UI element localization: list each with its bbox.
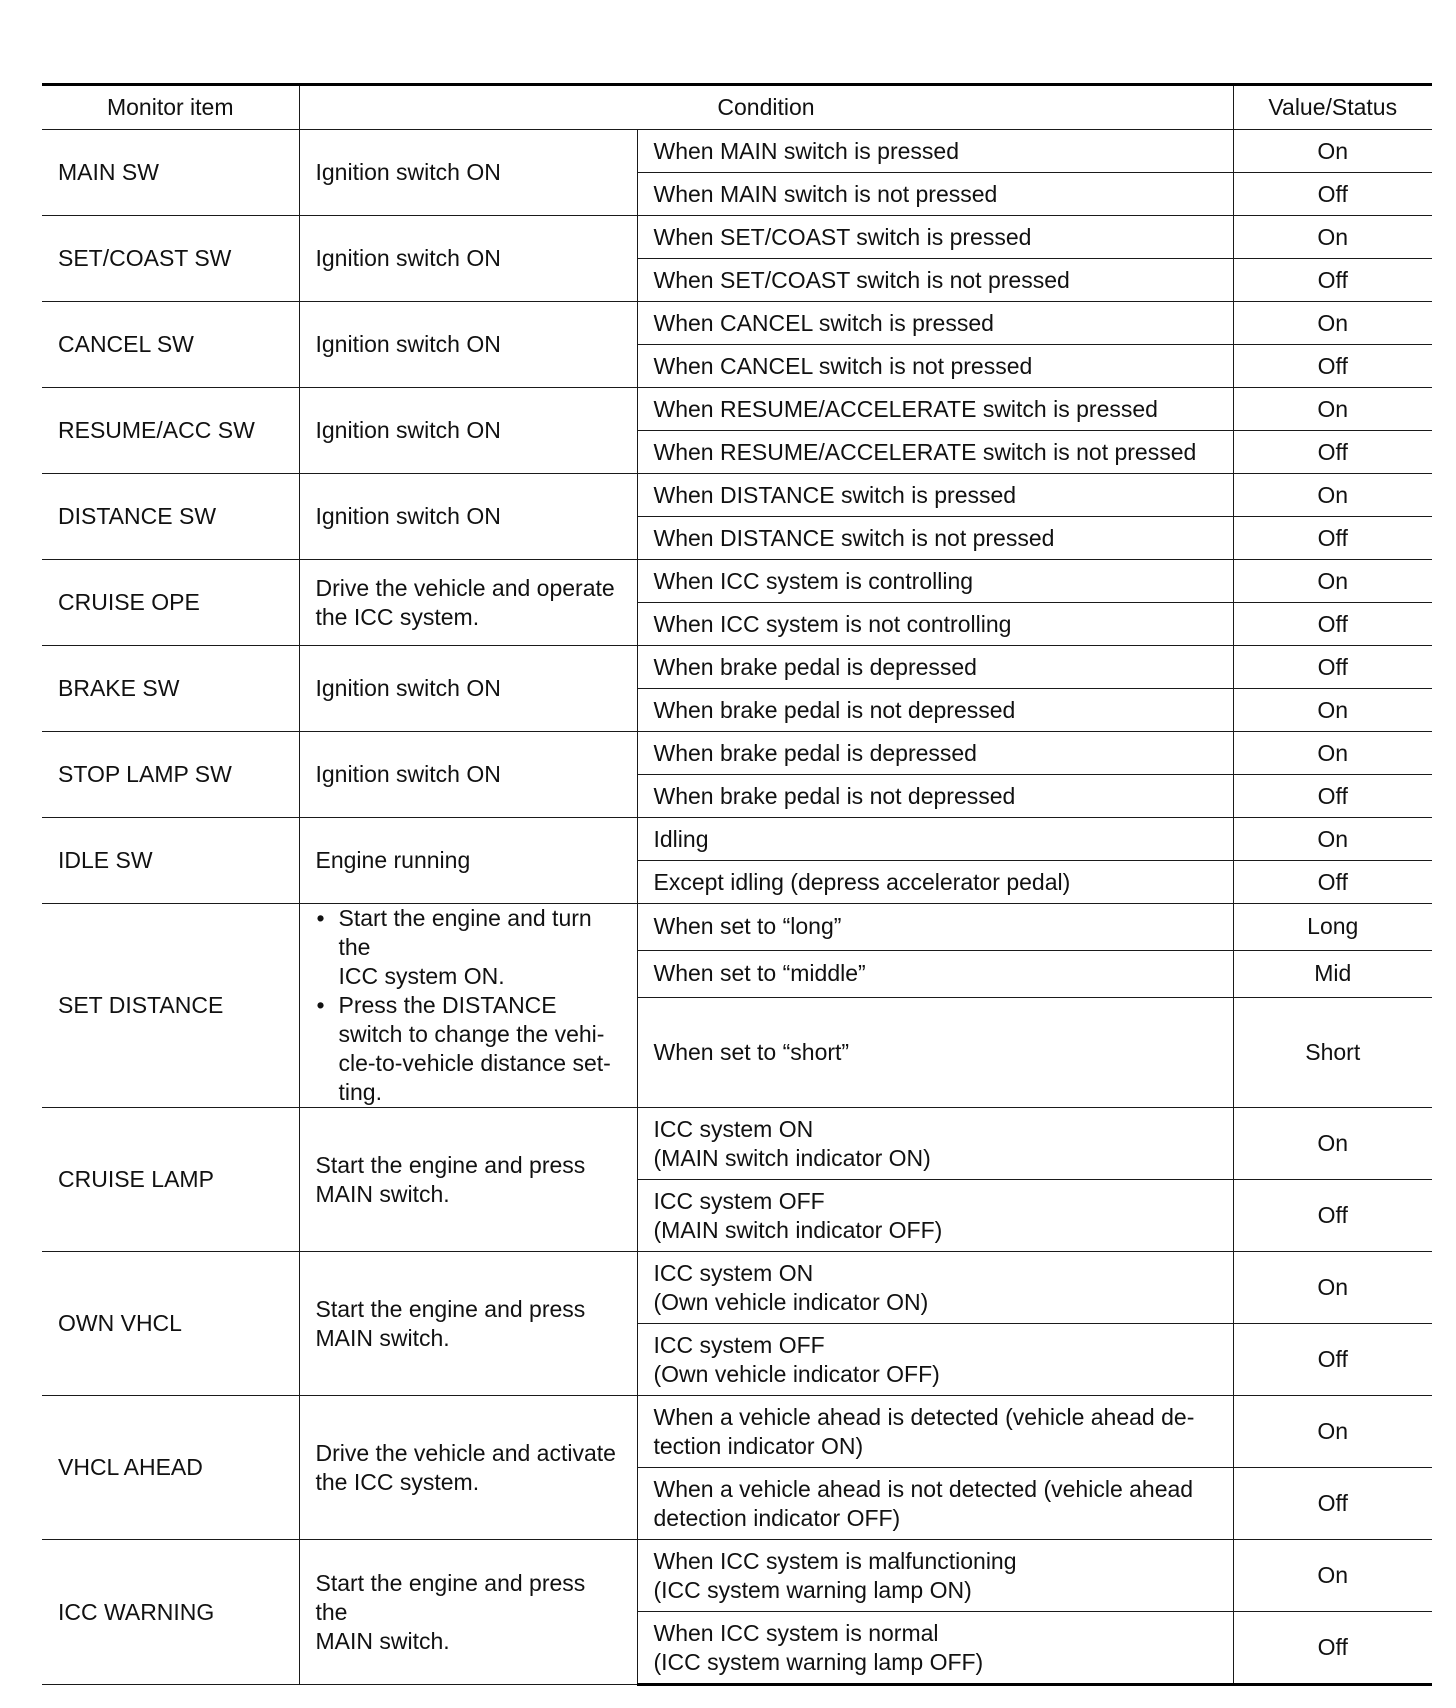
monitor-item-own-vhcl: OWN VHCL (42, 1252, 299, 1396)
text-line: Except idling (depress accelerator pedal) (653, 868, 1071, 895)
text-line: Start the engine and press the (315, 1569, 586, 1625)
table-row (42, 302, 1432, 345)
text-line: MAIN switch. (315, 1180, 450, 1207)
value-status: On (1233, 216, 1432, 259)
table-row (42, 646, 1432, 689)
text-line: detection indicator OFF) (653, 1504, 901, 1531)
value-status: Off (1233, 517, 1432, 560)
text-line: Idling (653, 825, 709, 852)
condition-bullet-list (316, 904, 621, 1107)
text-line: (MAIN switch indicator OFF) (653, 1216, 943, 1243)
table-row (42, 1108, 1432, 1180)
text-line: When brake pedal is not depressed (653, 782, 1016, 809)
sub-condition (637, 517, 1233, 560)
text-line: When MAIN switch is pressed (653, 137, 959, 164)
monitor-item-cancel-sw: CANCEL SW (42, 302, 299, 388)
text-line: When ICC system is not controlling (653, 610, 1012, 637)
condition-idle-sw (299, 818, 637, 904)
value-status: Mid (1233, 950, 1432, 997)
table-row (42, 1252, 1432, 1324)
condition-cruise-lamp (299, 1108, 637, 1252)
text-line: When brake pedal is depressed (653, 739, 977, 766)
sub-condition (637, 431, 1233, 474)
sub-condition (637, 603, 1233, 646)
header-monitor-item: Monitor item (42, 85, 299, 130)
condition-set-distance (299, 904, 637, 1108)
header-value-status: Value/Status (1233, 85, 1432, 130)
value-status: Off (1233, 431, 1432, 474)
text-line: switch to change the vehi- (338, 1021, 605, 1047)
value-status: Off (1233, 1324, 1432, 1396)
text-line: Start the engine and press (315, 1151, 586, 1178)
table-row (42, 732, 1432, 775)
sub-condition (637, 997, 1233, 1107)
sub-condition (637, 345, 1233, 388)
sub-condition (637, 732, 1233, 775)
value-status: On (1233, 130, 1432, 173)
value-status: Off (1233, 173, 1432, 216)
value-status: On (1233, 1396, 1432, 1468)
text-line: Ignition switch ON (315, 331, 501, 357)
sub-condition (637, 1396, 1233, 1468)
table-body (42, 130, 1432, 1685)
table-row (42, 130, 1432, 173)
value-status: Off (1233, 1180, 1432, 1252)
sub-condition (637, 1324, 1233, 1396)
value-status: Short (1233, 997, 1432, 1107)
sub-condition (637, 259, 1233, 302)
text-line: When DISTANCE switch is pressed (653, 481, 1017, 508)
text-line: Drive the vehicle and operate (315, 574, 615, 601)
value-status: Off (1233, 603, 1432, 646)
value-status: Off (1233, 775, 1432, 818)
value-status: Off (1233, 1612, 1432, 1685)
table-row (42, 904, 1432, 951)
text-line: ICC system ON (653, 1115, 814, 1142)
text-line: When set to “short” (653, 1038, 850, 1065)
table-row (42, 1396, 1432, 1468)
condition-main-sw (299, 130, 637, 216)
text-line: (MAIN switch indicator ON) (653, 1144, 931, 1171)
sub-condition (637, 950, 1233, 997)
text-line: • Press the DISTANCE (338, 992, 557, 1018)
condition-stop-lamp-sw (299, 732, 637, 818)
text-line: When DISTANCE switch is not pressed (653, 524, 1055, 551)
table-row (42, 388, 1432, 431)
sub-condition (637, 302, 1233, 345)
text-line: cle-to-vehicle distance set- (338, 1050, 611, 1076)
value-status: On (1233, 560, 1432, 603)
text-line: the ICC system. (315, 1468, 480, 1495)
monitor-item-stop-lamp-sw: STOP LAMP SW (42, 732, 299, 818)
monitor-item-cruise-ope: CRUISE OPE (42, 560, 299, 646)
text-line: When a vehicle ahead is detected (vehicle ahead de- (653, 1403, 1195, 1430)
text-line: When set to “middle” (653, 960, 866, 987)
text-line: Ignition switch ON (315, 503, 501, 529)
text-line: ICC system ON (653, 1259, 814, 1286)
condition-cruise-ope (299, 560, 637, 646)
text-line: Drive the vehicle and activate (315, 1439, 616, 1466)
value-status: On (1233, 302, 1432, 345)
sub-condition (637, 904, 1233, 951)
monitor-item-main-sw: MAIN SW (42, 130, 299, 216)
monitor-item-vhcl-ahead: VHCL AHEAD (42, 1396, 299, 1540)
text-line: MAIN switch. (315, 1627, 450, 1654)
text-line: • Start the engine and turn the (338, 905, 592, 960)
sub-condition (637, 861, 1233, 904)
text-line: When MAIN switch is not pressed (653, 180, 998, 207)
value-status: On (1233, 1540, 1432, 1612)
sub-condition (637, 173, 1233, 216)
text-line: When CANCEL switch is not pressed (653, 352, 1033, 379)
text-line: Ignition switch ON (315, 417, 501, 443)
header-row (42, 85, 1432, 130)
value-status: On (1233, 689, 1432, 732)
table-row (42, 216, 1432, 259)
text-line: When brake pedal is depressed (653, 653, 977, 680)
monitor-item-cruise-lamp: CRUISE LAMP (42, 1108, 299, 1252)
condition-own-vhcl (299, 1252, 637, 1396)
sub-condition (637, 1540, 1233, 1612)
value-status: Off (1233, 1468, 1432, 1540)
text-line: Ignition switch ON (315, 159, 501, 185)
table-row (42, 1540, 1432, 1612)
monitor-item-icc-warning: ICC WARNING (42, 1540, 299, 1685)
table-row (42, 818, 1432, 861)
text-line: (Own vehicle indicator ON) (653, 1288, 929, 1315)
value-status: On (1233, 388, 1432, 431)
value-status: On (1233, 474, 1432, 517)
text-line: tection indicator ON) (653, 1432, 864, 1459)
text-line: Ignition switch ON (315, 245, 501, 271)
table-row (42, 560, 1432, 603)
text-line: (ICC system warning lamp OFF) (653, 1648, 984, 1675)
text-line: When RESUME/ACCELERATE switch is pressed (653, 395, 1158, 422)
monitor-item-idle-sw: IDLE SW (42, 818, 299, 904)
text-line: When RESUME/ACCELERATE switch is not pressed (653, 438, 1197, 465)
value-status: On (1233, 1108, 1432, 1180)
value-status: Off (1233, 259, 1432, 302)
text-line: Ignition switch ON (315, 761, 501, 787)
text-line: ICC system ON. (338, 963, 505, 989)
monitor-item-brake-sw: BRAKE SW (42, 646, 299, 732)
condition-distance-sw (299, 474, 637, 560)
text-line: When SET/COAST switch is pressed (653, 223, 1032, 250)
text-line: When a vehicle ahead is not detected (vehicle ahead (653, 1475, 1194, 1502)
text-line: (ICC system warning lamp ON) (653, 1576, 972, 1603)
sub-condition (637, 1252, 1233, 1324)
table-row (42, 474, 1432, 517)
value-status: Off (1233, 646, 1432, 689)
monitor-item-table (42, 83, 1432, 1686)
condition-resume-acc-sw (299, 388, 637, 474)
header-condition: Condition (299, 85, 1233, 130)
sub-condition (637, 1180, 1233, 1252)
sub-condition (637, 1108, 1233, 1180)
monitor-item-set-distance: SET DISTANCE (42, 904, 299, 1108)
text-line: When ICC system is controlling (653, 567, 974, 594)
text-line: Start the engine and press (315, 1295, 586, 1322)
text-line: When SET/COAST switch is not pressed (653, 266, 1070, 293)
sub-condition (637, 818, 1233, 861)
text-line: ting. (338, 1079, 382, 1105)
sub-condition (637, 1468, 1233, 1540)
sub-condition (637, 646, 1233, 689)
condition-icc-warning (299, 1540, 637, 1685)
sub-condition (637, 689, 1233, 732)
text-line: Engine running (315, 847, 471, 873)
sub-condition (637, 388, 1233, 431)
text-line: the ICC system. (315, 603, 480, 630)
text-line: When set to “long” (653, 913, 842, 940)
monitor-item-distance-sw: DISTANCE SW (42, 474, 299, 560)
text-line: When brake pedal is not depressed (653, 696, 1016, 723)
monitor-item-set-coast-sw: SET/COAST SW (42, 216, 299, 302)
condition-brake-sw (299, 646, 637, 732)
condition-bullet-item (339, 904, 621, 991)
sub-condition (637, 216, 1233, 259)
sub-condition (637, 1612, 1233, 1685)
sub-condition (637, 130, 1233, 173)
sub-condition (637, 474, 1233, 517)
sub-condition (637, 560, 1233, 603)
monitor-item-resume-acc-sw: RESUME/ACC SW (42, 388, 299, 474)
value-status: Long (1233, 904, 1432, 951)
value-status: Off (1233, 345, 1432, 388)
monitor-item-table-sheet (42, 83, 1432, 1686)
value-status: On (1233, 732, 1432, 775)
condition-cancel-sw (299, 302, 637, 388)
text-line: When ICC system is malfunctioning (653, 1547, 1017, 1574)
text-line: ICC system OFF (653, 1331, 825, 1358)
value-status: Off (1233, 861, 1432, 904)
value-status: On (1233, 818, 1432, 861)
text-line: When ICC system is normal (653, 1619, 939, 1646)
text-line: MAIN switch. (315, 1324, 450, 1351)
text-line: When CANCEL switch is pressed (653, 309, 994, 336)
sub-condition (637, 775, 1233, 818)
text-line: (Own vehicle indicator OFF) (653, 1360, 940, 1387)
condition-bullet-item (339, 991, 621, 1107)
value-status: On (1233, 1252, 1432, 1324)
condition-vhcl-ahead (299, 1396, 637, 1540)
text-line: Ignition switch ON (315, 675, 501, 701)
condition-set-coast-sw (299, 216, 637, 302)
text-line: ICC system OFF (653, 1187, 825, 1214)
